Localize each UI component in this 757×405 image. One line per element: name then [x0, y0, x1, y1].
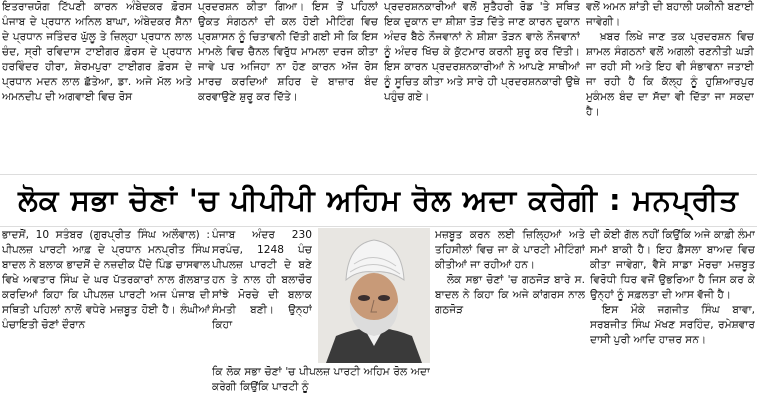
dateline-paragraph: ਭਾਦਸੋਂ, 10 ਸਤੰਬਰ (ਗੁਰਪ੍ਰੀਤ ਸਿੰਘ ਅਲੌਵਾਲ) : ਪੀਪਲਜ਼ ਪਾਰਟੀ ਆਫ਼ ਦੇ ਪ੍ਰਧਾਨ ਮਨਪ੍ਰੀਤ ਸਿੰਘ ਬਾਦਲ ਨੇ ਬਲਾਕ ਭਾਦਸੋਂ ਦੇ ਨਜ਼ਦੀਕ ਪੈਂਦੇ ਪਿੰਡ ਚਾਸਵਾਲ ਵਿਖੇ ਅਵਤਾਰ ਸਿੰਘ ਦੇ ਘਰ ਪੱਤਰਕਾਰਾਂ ਨਾਲ ਗੱਲਬਾਤ ਕਰਦਿਆਂ ਕਿਹਾ ਕਿ ਪੀਪਲਜ਼ ਪਾਰਟੀ ਅਜ ਪੰਜਾਬ ਦੀ ਸਥਿਤੀ ਪਹਿਲਾਂ ਨਾਲੋਂ ਵਧੇਰੇ ਮਜ਼ਬੂਤ ਹੋਈ ਹੈ। ਲੰਘੀਆਂ ਪੰਚਾਇਤੀ ਚੋਣਾਂ ਦੌਰਾਨ: [2, 229, 210, 331]
divider-top: [0, 174, 757, 175]
article-top-column-2: ਪ੍ਰਦਰਸ਼ਨ ਕੀਤਾ ਗਿਆ। ਇਸ ਤੋਂ ਪਹਿਲਾਂ ਉਕਤ ਸੰਗਠਨਾਂ ਦੀ ਕਲ ਹੋਈ ਮੀਟਿੰਗ ਵਿਚ ਪ੍ਰਸ਼ਾਸਨ ਨੂੰ ਚਿਤਾਵਨੀ ਦਿੱਤੀ ਗਈ ਸੀ ਕਿ ਇਸ ਮਾਮਲੇ ਵਿਚ ਚੈਨਲ ਵਿਰੁੱਧ ਮਾਮਲਾ ਦਰਜ ਕੀਤਾ ਜਾਵੇ ਪਰ ਅਜਿਹਾ ਨਾ ਹੋਣ ਕਾਰਨ ਅੱਜ ਰੋਸ ਮਾਰਚ ਕਰਦਿਆਂ ਸ਼ਹਿਰ ਦੇ ਬਾਜ਼ਾਰ ਬੰਦ ਕਰਵਾਉਣੇ ਸ਼ੁਰੂ ਕਰ ਦਿੱਤੇ।: [198, 1, 378, 103]
lower-column-3-paragraph-2: ਲੋਕ ਸਭਾ ਚੋਣਾਂ 'ਚ ਗਠਜੋੜ ਬਾਰੇ ਸ. ਬਾਦਲ ਨੇ ਕਿਹਾ ਕਿ ਅਜੇ ਕਾਂਗਰਸ ਨਾਲ ਗਠਜੋੜ: [435, 274, 585, 316]
lower-column-3-paragraph: ਮਜ਼ਬੂਤ ਕਰਨ ਲਈ ਜ਼ਿਲ੍ਹਿਆਂ ਅਤੇ ਤਹਿਸੀਲਾਂ ਵਿਚ ਜਾ ਕੇ ਪਾਰਟੀ ਮੀਟਿੰਗਾਂ ਕੀਤੀਆਂ ਜਾ ਰਹੀਆਂ ਹਨ।: [435, 229, 585, 271]
article-top-column-4-body: [586, 30, 754, 150]
lower-column-4-paragraph: ਦੀ ਕੋਈ ਗੱਲ ਨਹੀਂ ਕਿਉਂਕਿ ਅਜੇ ਕਾਫ਼ੀ ਲੰਮਾ ਸਮਾਂ ਬਾਕੀ ਹੈ। ਇਹ ਫ਼ੈਸਲਾ ਬਾਅਦ ਵਿਚ ਕੀਤਾ ਜਾਵੇਗਾ, ਵੈਸੇ ਸਾਡਾ ਮੋਰਚਾ ਮਜ਼ਬੂਤ ਵਿਰੋਧੀ ਧਿਰ ਵਜੋਂ ਉਭਰਿਆ ਹੈ ਜਿਸ ਕਰ ਕੇ ਉਨ੍ਹਾਂ ਨੂੰ ਸਫ਼ਲਤਾ ਦੀ ਆਸ ਵੱਜੀ ਹੈ।: [590, 229, 755, 301]
article-top-column-4-head: ਵਲੋਂ ਅਮਨ ਸ਼ਾਂਤੀ ਦੀ ਬਹਾਲੀ ਯਕੀਨੀ ਬਣਾਈ ਜਾਵੇਗੀ।: [586, 1, 754, 28]
article-top-column-3: ਪ੍ਰਦਰਸ਼ਨਕਾਰੀਆਂ ਵਲੋਂ ਸੁਤੈਹਰੀ ਰੋਡ 'ਤੇ ਸਥਿਤ ਇਕ ਦੁਕਾਨ ਦਾ ਸ਼ੀਸ਼ਾ ਤੋੜ ਦਿੱਤੇ ਜਾਣ ਕਾਰਨ ਦੁਕਾਨ ਅੰਦਰ ਬੈਠੇ ਨੌਜਵਾਨਾਂ ਨੇ ਸ਼ੀਸ਼ਾ ਤੋੜਨ ਵਾਲੇ ਨੌਜਵਾਨਾਂ ਨੂੰ ਅੰਦਰ ਖਿੱਚ ਕੇ ਕੁੱਟਮਾਰ ਕਰਨੀ ਸ਼ੁਰੂ ਕਰ ਦਿੱਤੀ। ਇਸ ਕਾਰਨ ਪ੍ਰਦਰਸ਼ਨਕਾਰੀਆਂ ਨੇ ਆਪਣੇ ਸਾਥੀਆਂ ਨੂੰ ਸੂਚਿਤ ਕੀਤਾ ਅਤੇ ਸਾਰੇ ਹੀ ਪ੍ਰਦਰਸ਼ਨਕਾਰੀ ਉਥੇ ਪਹੁੰਚ ਗਏ।: [384, 1, 580, 103]
article-top-column-4-paragraph: ਖ਼ਬਰ ਲਿਖੇ ਜਾਣ ਤਕ ਪ੍ਰਦਰਸ਼ਨ ਵਿਚ ਸ਼ਾਮਲ ਸੰਗਠਨਾਂ ਵਲੋਂ ਅਗਲੀ ਰਣਨੀਤੀ ਘੜੀ ਜਾ ਰਹੀ ਸੀ ਅਤੇ ਇਹ ਵੀ ਸੰਭਾਵਨਾ ਜਤਾਈ ਜਾ ਰਹੀ ਹੈ ਕਿ ਕੱਲ੍ਹ ਨੂੰ ਹੁਸ਼ਿਆਰਪੁਰ ਮੁਕੰਮਲ ਬੰਦ ਦਾ ਸੱਦਾ ਵੀ ਦਿੱਤਾ ਜਾ ਸਕਦਾ ਹੈ।: [586, 31, 754, 118]
article-top-column-1: ਇਤਰਾਜ਼ਯੋਗ ਟਿੱਪਣੀ ਕਾਰਨ ਅੰਬੇਦਕਰ ਫ਼ੋਰਸ ਪੰਜਾਬ ਦੇ ਪ੍ਰਧਾਨ ਅਨਿਲ ਬਾਘਾ, ਅੰਬੇਦਕਰ ਸੈਨਾ ਦੇ ਪ੍ਰਧਾਨ ਜਤਿੰਦਰ ਘੁੱਲੂ ਤੇ ਜ਼ਿਲ੍ਹਾ ਪ੍ਰਧਾਨ ਲਾਲ ਚੰਦ, ਸ੍ਰੀ ਰਵਿਦਾਸ ਟਾਈਗਰ ਫ਼ੋਰਸ ਦੇ ਪ੍ਰਧਾਨ ਹਰਵਿੰਦਰ ਹੀਰਾ, ਸ਼ੇਰਮਪੁਰਾ ਟਾਈਗਰ ਫ਼ੋਰਸ ਦੇ ਪ੍ਰਧਾਨ ਮਦਨ ਲਾਲ ਛੱਤੇਆ, ਡਾ. ਅਜੇ ਮੱਲ ਅਤੇ ਅਮਨਦੀਪ ਦੀ ਅਗਵਾਈ ਵਿਚ ਰੋਸ: [2, 1, 192, 103]
lower-column-4: [590, 228, 755, 403]
lower-column-2-tail-paragraph: ਕਿ ਲੋਕ ਸਭਾ ਚੋਣਾਂ 'ਚ ਪੀਪਲਜ਼ ਪਾਰਟੀ ਅਹਿਮ ਰੋਲ ਅਦਾ ਕਰੇਗੀ ਕਿਉਂਕਿ ਪਾਰਟੀ ਨੂੰ: [212, 366, 430, 393]
divider-bottom: [0, 226, 757, 227]
lower-column-4-paragraph-2: ਇਸ ਮੌਕੇ ਜਗਜੀਤ ਸਿੰਘ ਬਾਵਾ, ਸਰਬਜੀਤ ਸਿੰਘ ਮੱਖਣ ਸਰਹਿੰਦ, ਰਮੇਸ਼ਵਾਰ ਦਾਸੀ ਪੁਰੀ ਆਦਿ ਹਾਜ਼ਰ ਸਨ।: [590, 304, 755, 346]
lower-column-2-paragraph: ਪੰਜਾਬ ਅੰਦਰ 230 ਸਰਪੰਚ, 1248 ਪੰਚ ਪੀਪਲਜ਼ ਪਾਰਟੀ ਦੇ ਬਣੇ ਹਨ ਤੇ ਨਾਲ ਹੀ ਬਲਾਚੌਰ ਸਾਂਝੇ ਮੋਰਚੇ ਦੀ ਬਲਾਕ ਸੰਮਤੀ ਬਣੀ। ਉਨ੍ਹਾਂ ਕਿਹਾ: [212, 229, 312, 331]
lower-column-2-tail: [212, 365, 430, 403]
portrait-photo: [318, 228, 430, 363]
lower-column-2: [212, 228, 312, 363]
lower-column-3: [435, 228, 585, 403]
lower-column-1: [2, 228, 210, 403]
headline: ਲੋਕ ਸਭਾ ਚੋਣਾਂ 'ਚ ਪੀਪੀਪੀ ਅਹਿਮ ਰੋਲ ਅਦਾ ਕਰੇਗੀ : ਮਨਪ੍ਰੀਤ: [18, 183, 739, 217]
